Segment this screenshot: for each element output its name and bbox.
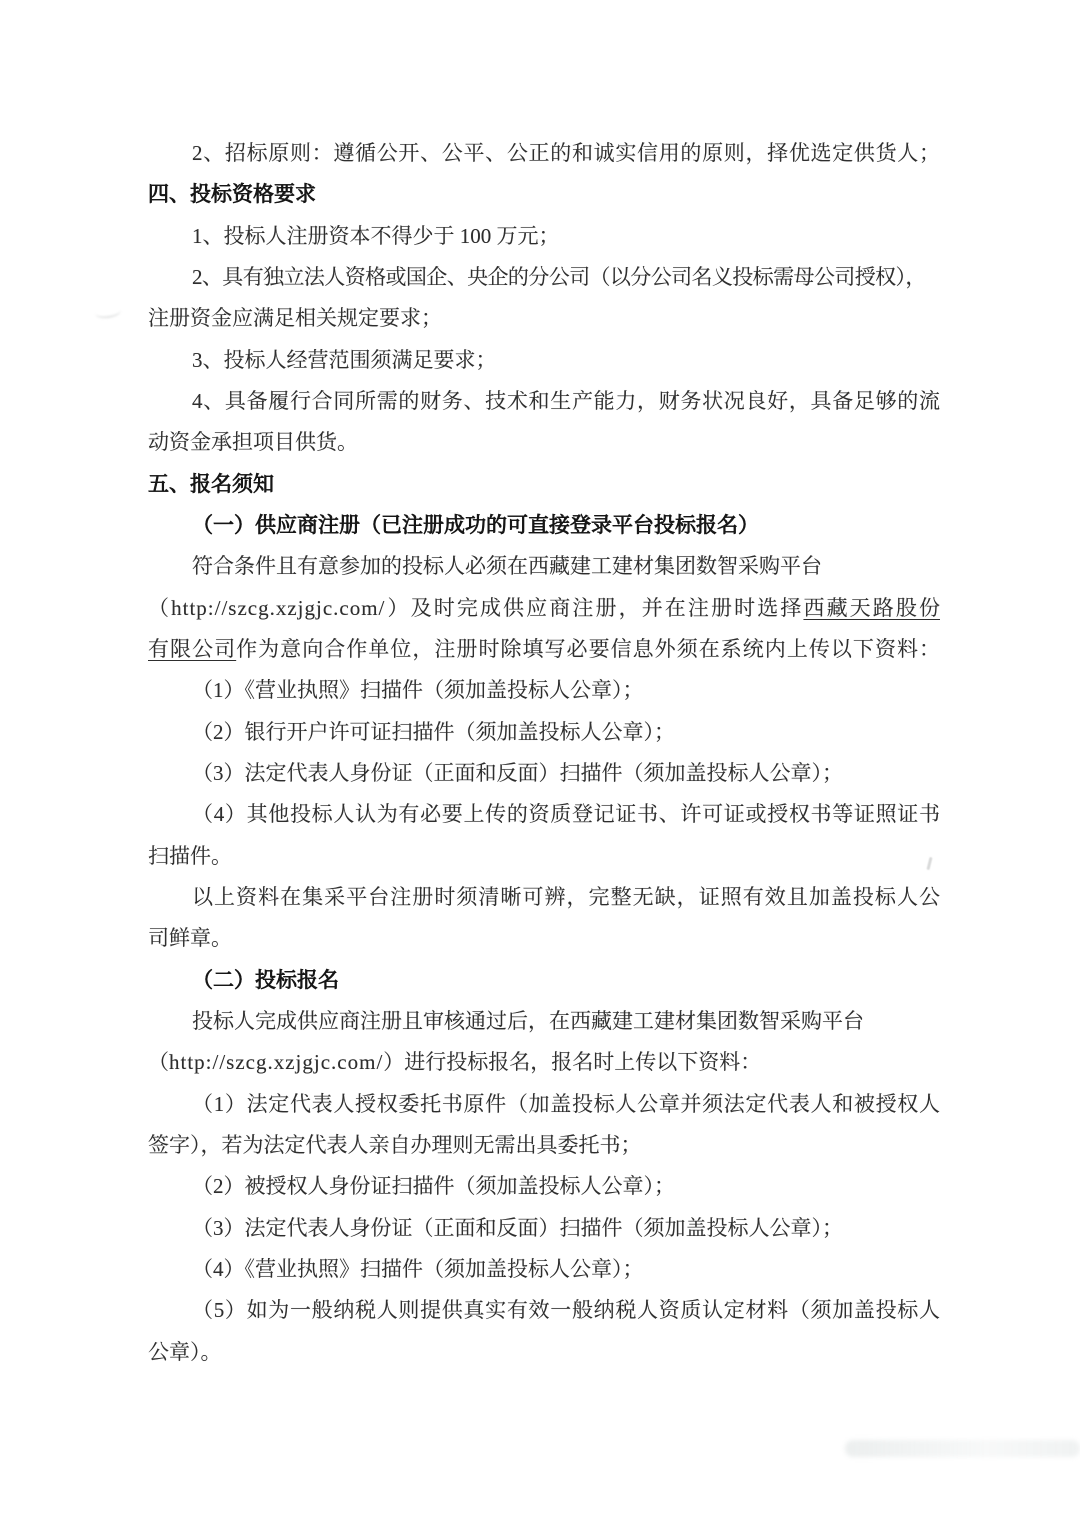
text-segment: （ [148,595,172,620]
document-line [148,298,940,339]
text-segment: （2）银行开户许可证扫描件（须加盖投标人公章）； [192,719,675,744]
text-segment: （一）供应商注册（已注册成功的可直接登录平台投标报名） [192,513,759,537]
text-segment: （5）如为一般纳税人则提供真实有效一般纳税人资质认定材料（须加盖投标人 [192,1298,940,1323]
text-segment: 2、招标原则：遵循公开、公平、公正的和诚实信用的原则，择优选定供货人； [192,141,940,165]
text-segment: 扫描件。 [148,843,232,868]
text-segment: 作为意向合作单位，注册时除填写必要信息外须在系统内上传以下资料： [236,636,940,661]
text-segment: 注册资金应满足相关规定要求； [148,306,442,331]
scan-artifact-bottom-smudge [845,1440,1080,1457]
text-segment: 动资金承担项目供货。 [148,430,358,455]
text-segment: （4）《营业执照》扫描件（须加盖投标人公章）； [192,1256,644,1281]
document-line [148,1084,940,1125]
text-segment: （3）法定代表人身份证（正面和反面）扫描件（须加盖投标人公章）； [192,1215,843,1240]
scan-artifact-left-mark [94,304,121,320]
text-segment: （2）被授权人身份证扫描件（须加盖投标人公章）； [192,1174,675,1199]
underlined-company-name: 有限公司 [148,636,237,661]
text-segment: 五、报名须知 [148,472,274,496]
document-line [148,712,940,753]
text-segment: （3）法定代表人身份证（正面和反面）扫描件（须加盖投标人公章）； [192,760,843,785]
document-line [148,216,940,257]
document-line [148,1042,940,1083]
document-line [148,670,940,711]
document-line [148,1249,940,1290]
text-segment: （ [148,1050,169,1075]
document-line [148,877,940,918]
document-line [148,753,940,794]
underlined-company-name: 西藏天路股份 [803,595,940,620]
text-segment: 签字），若为法定代表人亲自办理则无需出具委托书； [148,1132,642,1157]
document-line [148,505,940,546]
document-line [148,629,940,670]
text-segment: 公章）。 [148,1339,222,1364]
document-line [148,340,940,381]
document-line [148,1125,940,1166]
text-segment: 符合条件且有意参加的投标人必须在西藏建工建材集团数智采购平台 [192,554,822,579]
document-line [148,1332,940,1373]
text-segment: 4、具备履行合同所需的财务、技术和生产能力，财务状况良好，具备足够的流 [192,388,940,413]
text-segment: 以上资料在集采平台注册时须清晰可辨，完整无缺，证照有效且加盖投标人公 [192,884,940,909]
document-line [148,381,940,422]
document-line [148,794,940,835]
document-line [148,174,940,215]
document-line [148,1001,940,1042]
text-segment: 四、投标资格要求 [148,183,316,207]
platform-url: http://szcg.xzjgjc.com/ [171,595,386,620]
document-line [148,836,940,877]
document-line [148,464,940,505]
document-line [148,588,940,629]
document-line [148,422,940,463]
platform-url: http://szcg.xzjgjc.com/ [169,1050,384,1075]
text-segment: 2、具有独立法人资格或国企、央企的分公司（以分公司名义投标需母公司授权）， [192,264,926,289]
text-segment: 司鲜章。 [148,926,232,951]
document-line [148,133,940,174]
text-segment: 1、投标人注册资本不得少于 100 万元； [192,223,560,248]
document-body [148,133,940,1373]
text-segment: （4）其他投标人认为有必要上传的资质登记证书、许可证或授权书等证照证书 [192,802,940,827]
document-line [148,546,940,587]
document-line [148,1166,940,1207]
text-segment: 投标人完成供应商注册且审核通过后，在西藏建工建材集团数智采购平台 [192,1008,864,1033]
text-segment: 3、投标人经营范围须满足要求； [192,347,497,372]
document-line [148,1290,940,1331]
document-line [148,257,940,298]
text-segment: （二）投标报名 [192,968,339,992]
document-line [148,1208,940,1249]
text-segment: ）及时完成供应商注册，并在注册时选择 [385,595,804,620]
text-segment: （1）《营业执照》扫描件（须加盖投标人公章）； [192,678,644,703]
document-line [148,918,940,959]
document-line [148,960,940,1001]
text-segment: （1）法定代表人授权委托书原件（加盖投标人公章并须法定代表人和被授权人 [192,1091,940,1116]
text-segment: ）进行投标报名，报名时上传以下资料： [383,1050,762,1075]
